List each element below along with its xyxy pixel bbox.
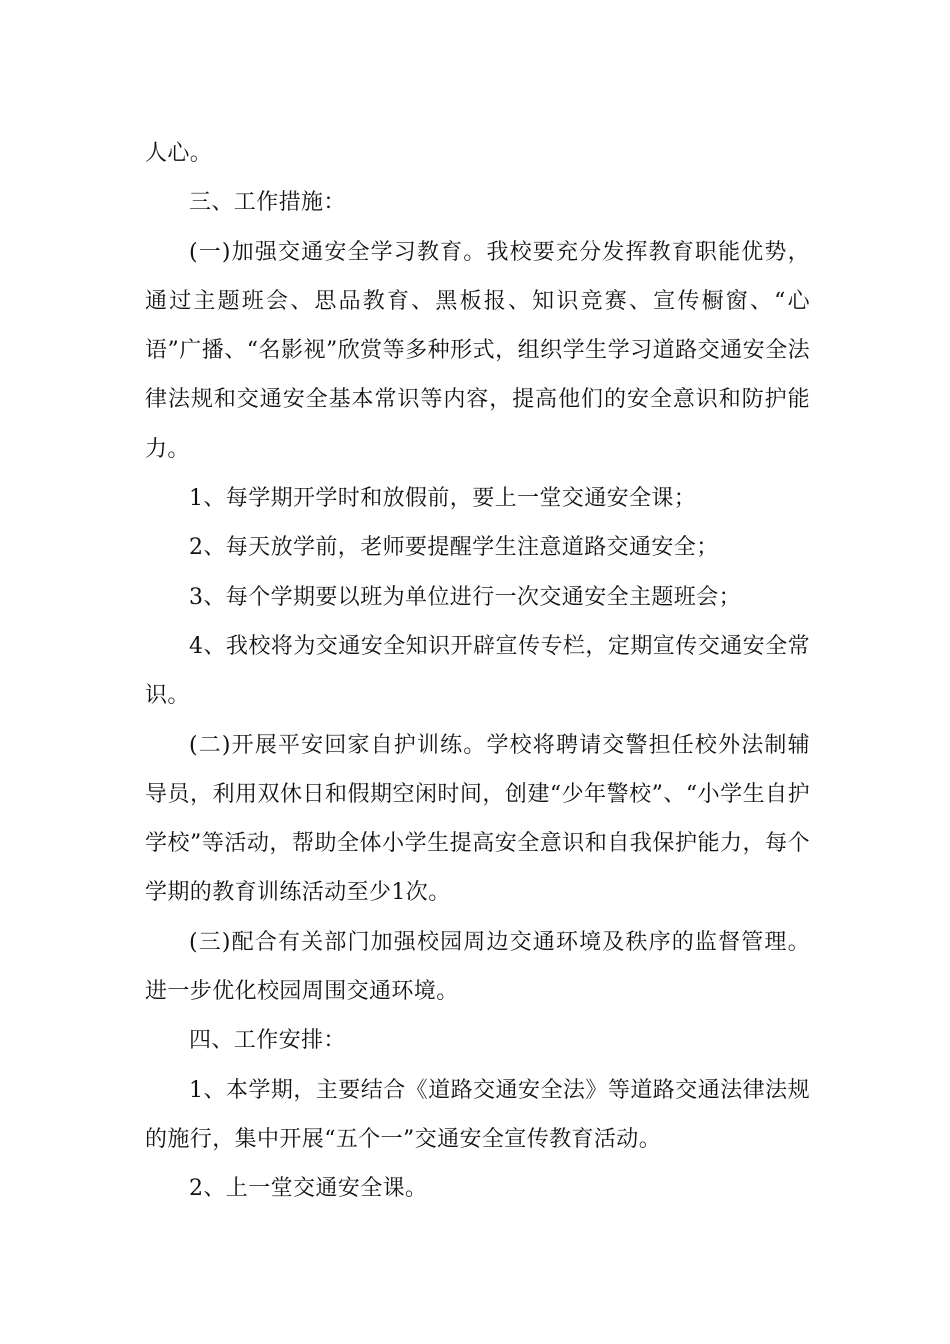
paragraph-measure-3: (三)配合有关部门加强校园周边交通环境及秩序的监督管理。进一步优化校园周围交通环境。 [145, 929, 810, 1005]
section-heading-arrangements: 四、工作安排： [189, 1028, 346, 1054]
list-item-1: 1、每学期开学时和放假前，要上一堂交通安全课； [189, 486, 697, 512]
paragraph-measure-2: (二)开展平安回家自护训练。学校将聘请交警担任校外法制辅导员，利用双休日和假期空闲时间，创建“少年警校”、“小学生自护学校”等活动，帮助全体小学生提高安全意识和自我保护能力，每个学期的教育训练活动至少1次。 [145, 732, 810, 906]
arrangement-item-1: 1、本学期，主要结合《道路交通安全法》等道路交通法律法规的施行，集中开展“五个一”交通安全宣传教育活动。 [145, 1077, 810, 1152]
document-body [145, 129, 810, 1214]
list-item-3: 3、每个学期要以班为单位进行一次交通安全主题班会； [189, 584, 741, 610]
paragraph-1: 人心。 [145, 141, 213, 166]
list-item-2: 2、每天放学前，老师要提醒学生注意道路交通安全； [189, 535, 719, 561]
arrangement-item-2: 2、上一堂交通安全课。 [189, 1176, 428, 1202]
section-heading-measures: 三、工作措施： [189, 190, 346, 216]
list-item-4: 4、我校将为交通安全知识开辟宣传专栏，定期宣传交通安全常识。 [145, 633, 810, 709]
paragraph-measure-1: (一)加强交通安全学习教育。我校要充分发挥教育职能优势，通过主题班会、思品教育、黑板报、知识竞赛、宣传橱窗、“心语”广播、“名影视”欣赏等多种形式，组织学生学习道路交通安全法律法规和交通安全基本常识等内容，提高他们的安全意识和防护能力。 [145, 239, 810, 462]
